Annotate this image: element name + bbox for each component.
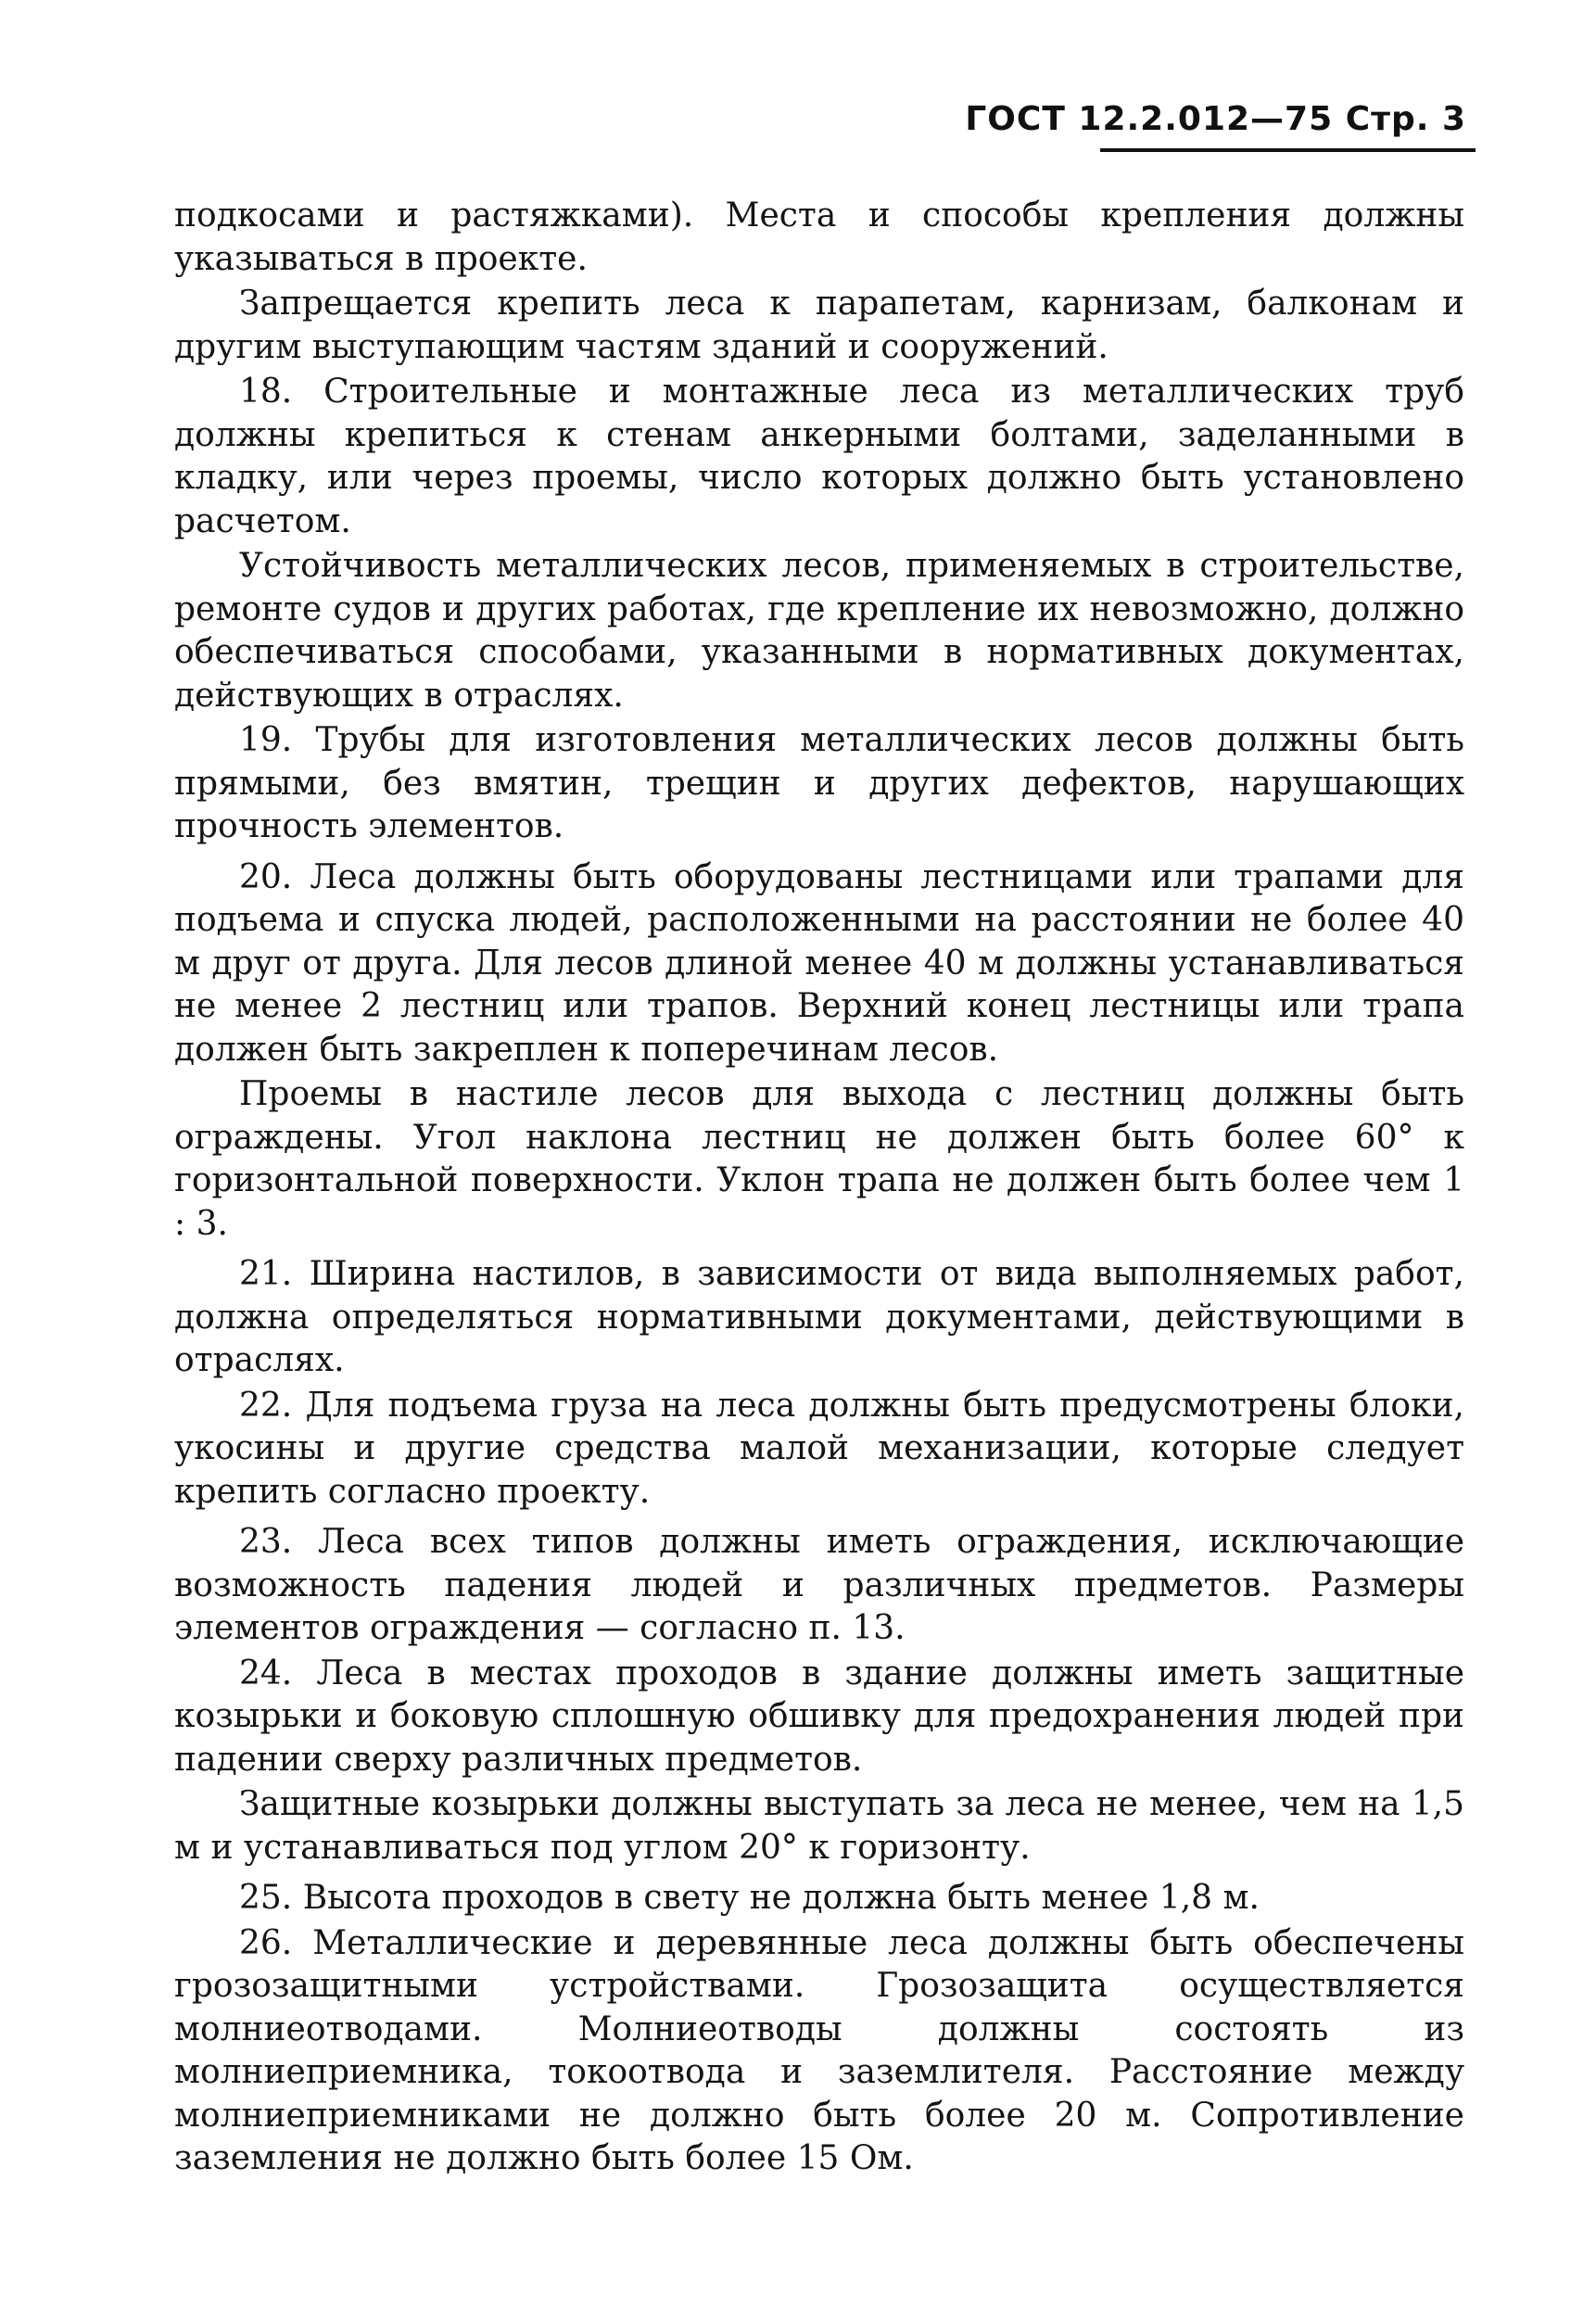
page-header bbox=[965, 100, 1466, 138]
paragraph-18: 18. Строительные и монтажные леса из металлических труб должны крепиться к стенам анкерными болтами, заделанными в кладку, или через проемы, число которых должно быть установлено расчетом. bbox=[174, 373, 1464, 540]
paragraph-continuation: подкосами и растяжками). Места и способы крепления должны указываться в проекте. bbox=[174, 196, 1464, 278]
paragraph-24: 24. Леса в местах проходов в здание должны иметь защитные козырьки и боковую сплошную обшивку для предохранения людей при падении сверху различных предметов. bbox=[174, 1654, 1464, 1779]
paragraph-24-canopies: Защитные козырьки должны выступать за леса не менее, чем на 1,5 м и устанавливаться под углом 20° к горизонту. bbox=[174, 1785, 1464, 1867]
paragraph-17-note: Запрещается крепить леса к парапетам, карнизам, балконам и другим выступающим частям зданий и сооружений. bbox=[174, 285, 1464, 366]
header-title: ГОСТ 12.2.012—75 Стр. 3 bbox=[965, 100, 1466, 138]
paragraph-23: 23. Леса всех типов должны иметь ограждения, исключающие возможность падения людей и различных предметов. Размеры элементов ограждения — согласно п. 13. bbox=[174, 1523, 1464, 1647]
header-underline bbox=[1100, 148, 1476, 152]
paragraph-22: 22. Для подъема груза на леса должны быть предусмотрены блоки, укосины и другие средства малой механизации, которые следует крепить согласно проекту. bbox=[174, 1386, 1464, 1511]
paragraph-21: 21. Ширина настилов, в зависимости от вида выполняемых работ, должна определяться нормативными документами, действующими в отраслях. bbox=[174, 1255, 1464, 1379]
document-body bbox=[174, 195, 1464, 2183]
paragraph-18-stability: Устойчивость металлических лесов, применяемых в строительстве, ремонте судов и других работах, где крепление их невозможно, должно обеспечиваться способами, указанными в нормативных документах, действующих в отраслях. bbox=[174, 547, 1464, 715]
paragraph-19: 19. Трубы для изготовления металлических лесов должны быть прямыми, без вмятин, трещин и других дефектов, нарушающих прочность элементов. bbox=[174, 721, 1464, 845]
paragraph-26: 26. Металлические и деревянные леса должны быть обеспечены грозозащитными устройствами. Грозозащита осуществляется молниеотводами. Молниеотводы должны состоять из молниеприемника, токоотвода и заземлителя. Расстояние между молниеприемниками не должно быть более 20 м. Сопротивление заземления не должно быть более 15 Ом. bbox=[174, 1923, 1464, 2177]
paragraph-20-openings: Проемы в настиле лесов для выхода с лестниц должны быть ограждены. Угол наклона лестниц не должен быть более 60° к горизонтальной поверхности. Уклон трапа не должен быть более чем 1 : 3. bbox=[174, 1075, 1464, 1243]
paragraph-25: 25. Высота проходов в свету не должна быть менее 1,8 м. bbox=[239, 1879, 1260, 1917]
paragraph-20: 20. Леса должны быть оборудованы лестницами или трапами для подъема и спуска людей, расположенными на расстоянии не более 40 м друг от друга. Для лесов длиной менее 40 м должны устанавливаться не менее 2 лестниц или трапов. Верхний конец лестницы или трапа должен быть закреплен к поперечинам лесов. bbox=[174, 857, 1464, 1069]
